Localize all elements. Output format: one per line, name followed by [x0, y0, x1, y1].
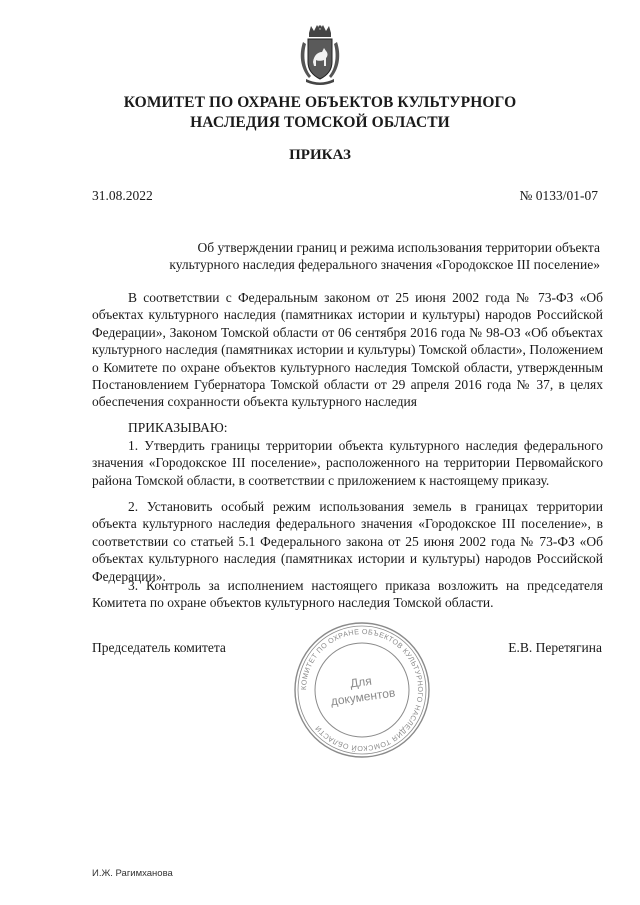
org-name-line-1: КОМИТЕТ ПО ОХРАНЕ ОБЪЕКТОВ КУЛЬТУРНОГО: [123, 94, 517, 111]
stamp-center-line-2: документов: [329, 685, 397, 709]
subject-line-2: культурного наследия федерального значения «Городокское III поселение»: [169, 257, 600, 272]
signer-position: Председатель комитета: [92, 640, 226, 655]
signer-name: Е.В. Перетягина: [508, 640, 602, 655]
executor-name: И.Ж. Рагимханова: [92, 868, 173, 879]
document-number: № 0133/01-07: [519, 188, 598, 203]
decree-word: ПРИКАЗЫВАЮ:: [128, 420, 228, 435]
official-stamp: [292, 620, 432, 760]
document-subject: [110, 239, 600, 273]
stamp-ring-text: КОМИТЕТ ПО ОХРАНЕ ОБЪЕКТОВ КУЛЬТУРНОГО НАСЛЕДИЯ ТОМСКОЙ ОБЛАСТИ: [298, 626, 426, 754]
stamp-center-line-1: Для: [349, 673, 373, 691]
org-name-line-2: НАСЛЕДИЯ ТОМСКОЙ ОБЛАСТИ: [190, 114, 450, 131]
preamble-paragraph: В соответствии с Федеральным законом от 25 июня 2002 года № 73-ФЗ «Об объектах культурного наследия (памятниках истории и культуры) народов Российской Федерации», Законом Томской области от 06 сентября 2016 года № 98-ОЗ «Об объектах культурного наследия (памятниках истории и культуры) Томской области», Положением о Комитете по охране объектов культурного наследия Томской области, утвержденным Постановлением Губернатора Томской области от 29 апреля 2016 года № 37, в целях обеспечения сохранности объекта культурного наследия: [92, 290, 603, 410]
decree-item-3: 3. Контроль за исполнением настоящего приказа возложить на председателя Комитета по охране объектов культурного наследия Томской области.: [92, 578, 603, 611]
decree-item-1: 1. Утвердить границы территории объекта культурного наследия федерального значения «Городокское III поселение», расположенного на территории Первомайского района Томской области, в соответствии с приложением к настоящему приказу.: [92, 438, 603, 488]
subject-line-1: Об утверждении границ и режима использования территории объекта: [197, 240, 600, 255]
decree-item-2: 2. Установить особый режим использования земель в границах территории объекта культурного наследия федерального значения «Городокское III поселение», в соответствии со статьей 5.1 Федерального закона от 25 июня 2002 года № 73-ФЗ «Об объектах культурного наследия (памятниках истории и культуры) народов Российской Федерации».: [92, 499, 603, 584]
document-type-title: ПРИКАЗ: [289, 147, 351, 163]
coat-of-arms-icon: [297, 24, 343, 86]
document-date: 31.08.2022: [92, 188, 153, 203]
